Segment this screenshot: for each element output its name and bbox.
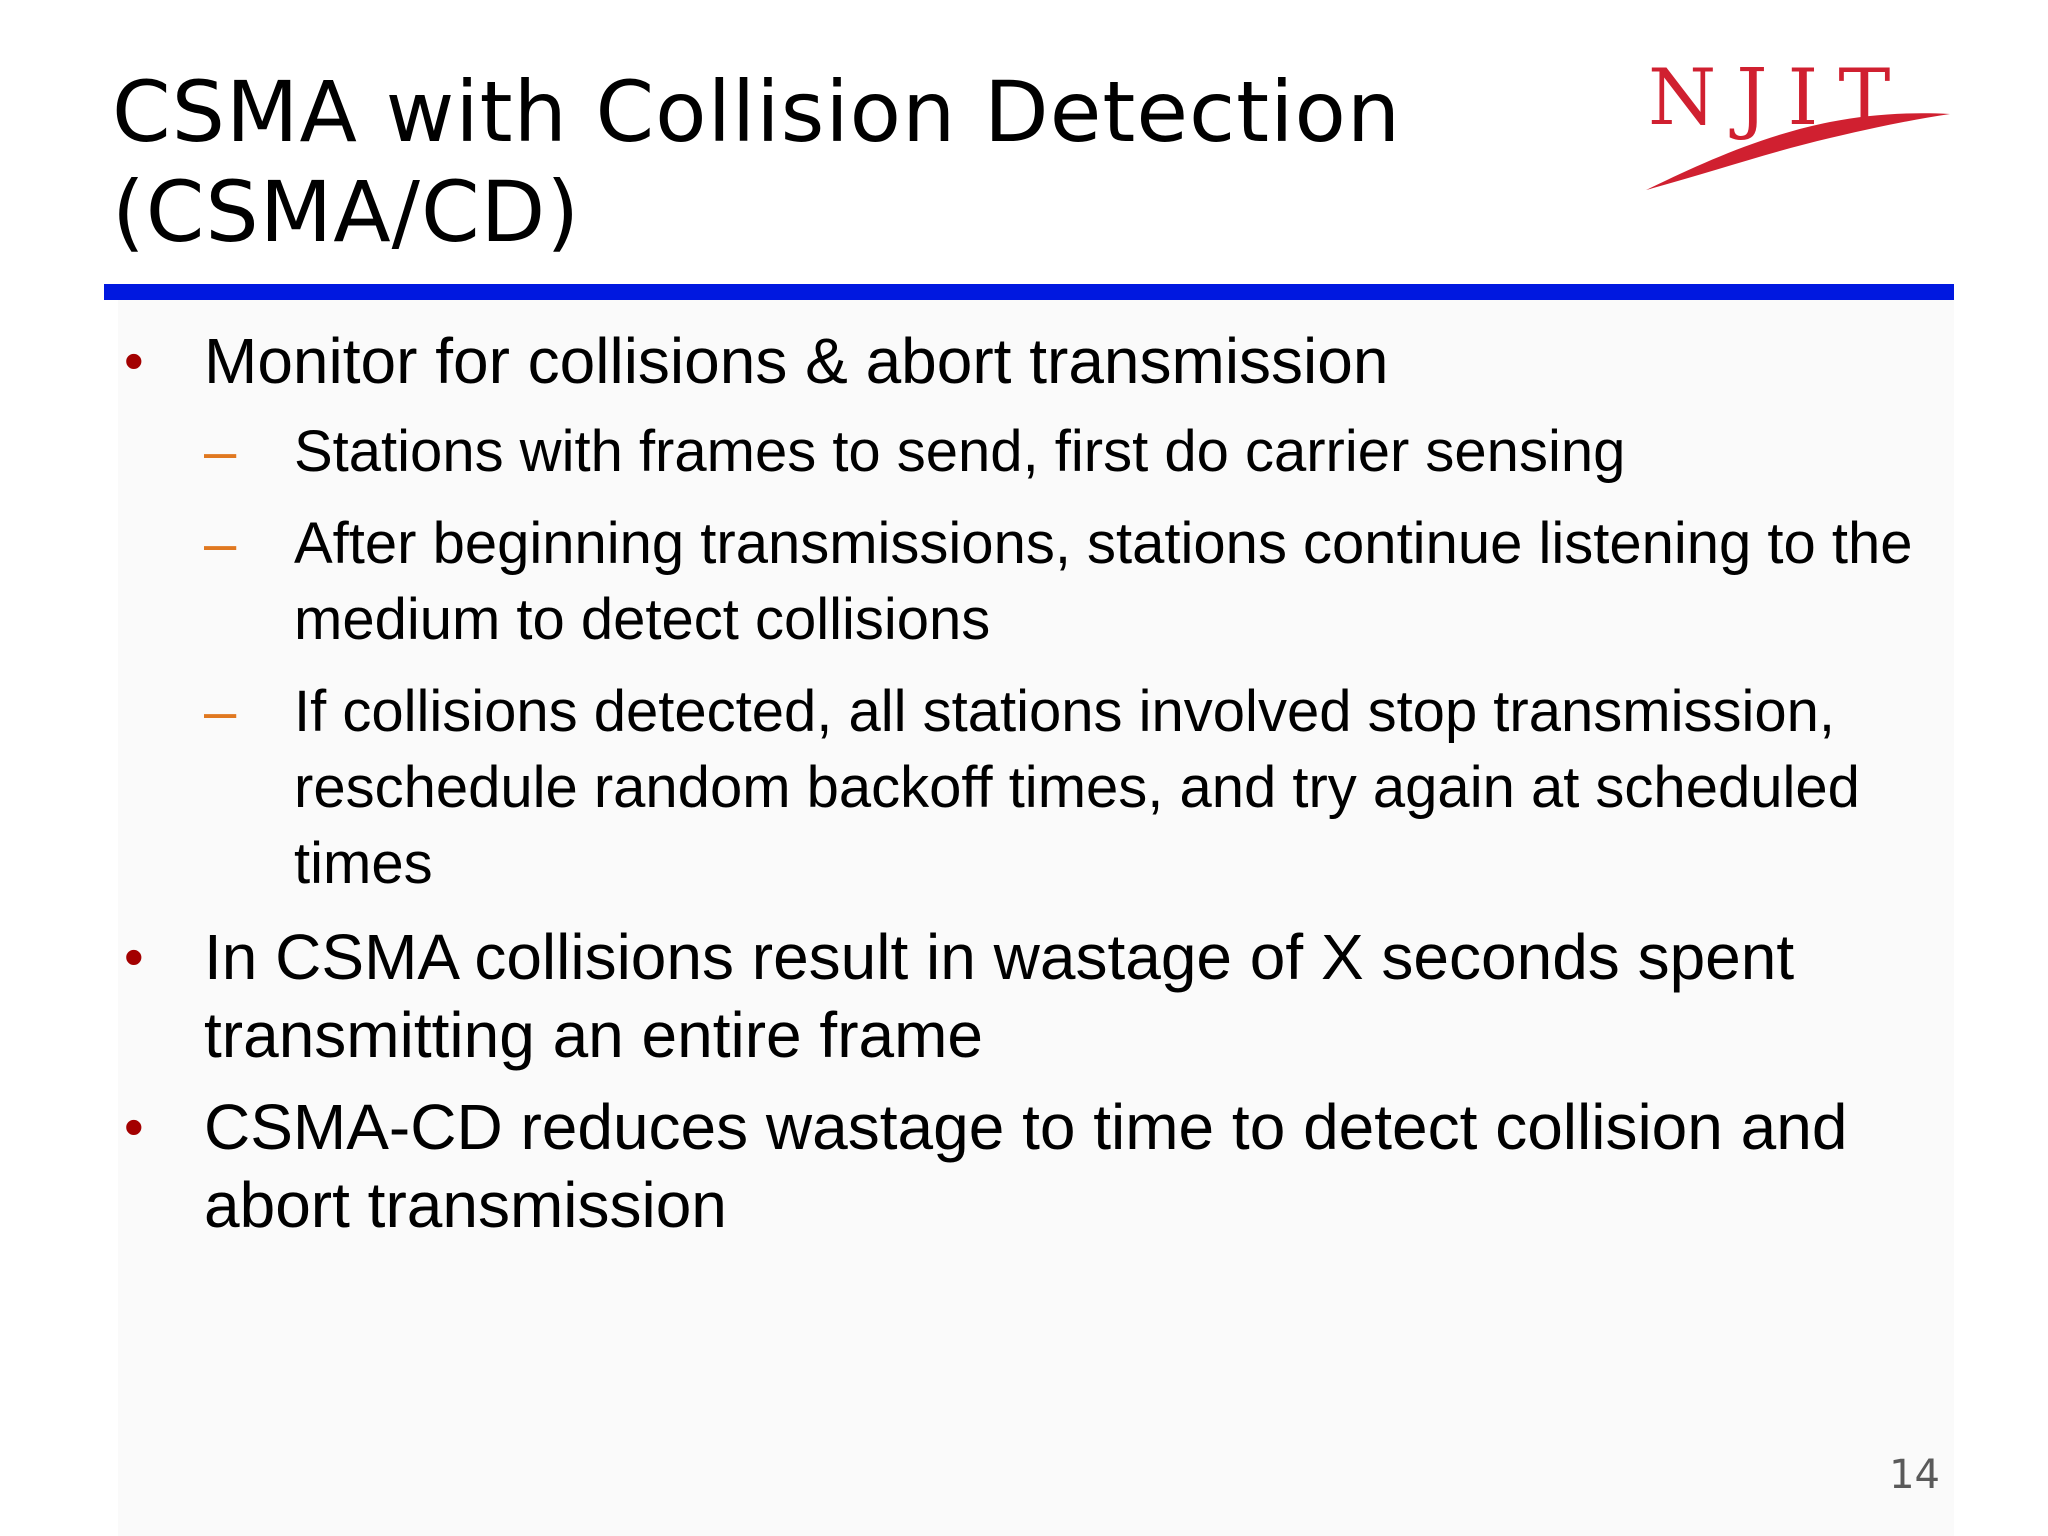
- page-number: 14: [1889, 1452, 1940, 1498]
- title-line-1: CSMA with Collision Detection: [112, 63, 1402, 161]
- bullet-text: Monitor for collisions & abort transmission: [204, 325, 1389, 397]
- bullet-text: CSMA-CD reduces wastage to time to detect collision and abort transmission: [204, 1091, 1848, 1241]
- sub-bullet-text: After beginning transmissions, stations continue listening to the medium to detect collisions: [294, 511, 1913, 652]
- sub-bullet-marker: –: [204, 511, 237, 576]
- sub-bullet-list: [118, 414, 1938, 902]
- slide-title: [112, 62, 1612, 262]
- bullet-item-2: [118, 918, 1938, 1074]
- sub-bullet-text: Stations with frames to send, first do carrier sensing: [294, 419, 1626, 484]
- sub-bullet-marker: –: [204, 679, 237, 744]
- sub-bullet-item-1: [204, 414, 1938, 490]
- bullet-marker: •: [124, 925, 144, 988]
- title-divider: [104, 284, 1954, 300]
- bullet-item-1: [118, 322, 1938, 400]
- logo-text: NJIT: [1648, 53, 1911, 143]
- bullet-text: In CSMA collisions result in wastage of X seconds spent transmitting an entire frame: [204, 921, 1795, 1071]
- bullet-marker: •: [124, 1095, 144, 1158]
- sub-bullet-item-3: [204, 674, 1938, 902]
- logo-swoosh-icon: [1640, 52, 1960, 212]
- slide-body: [118, 322, 1938, 1258]
- sub-bullet-text: If collisions detected, all stations involved stop transmission, reschedule random backoff times, and try again at scheduled times: [294, 679, 1860, 896]
- bullet-item-3: [118, 1088, 1938, 1244]
- title-line-2: (CSMA/CD): [112, 163, 581, 261]
- sub-bullet-marker: –: [204, 419, 237, 484]
- njit-logo: [1640, 52, 1960, 212]
- sub-bullet-item-2: [204, 506, 1938, 658]
- bullet-marker: •: [124, 329, 144, 392]
